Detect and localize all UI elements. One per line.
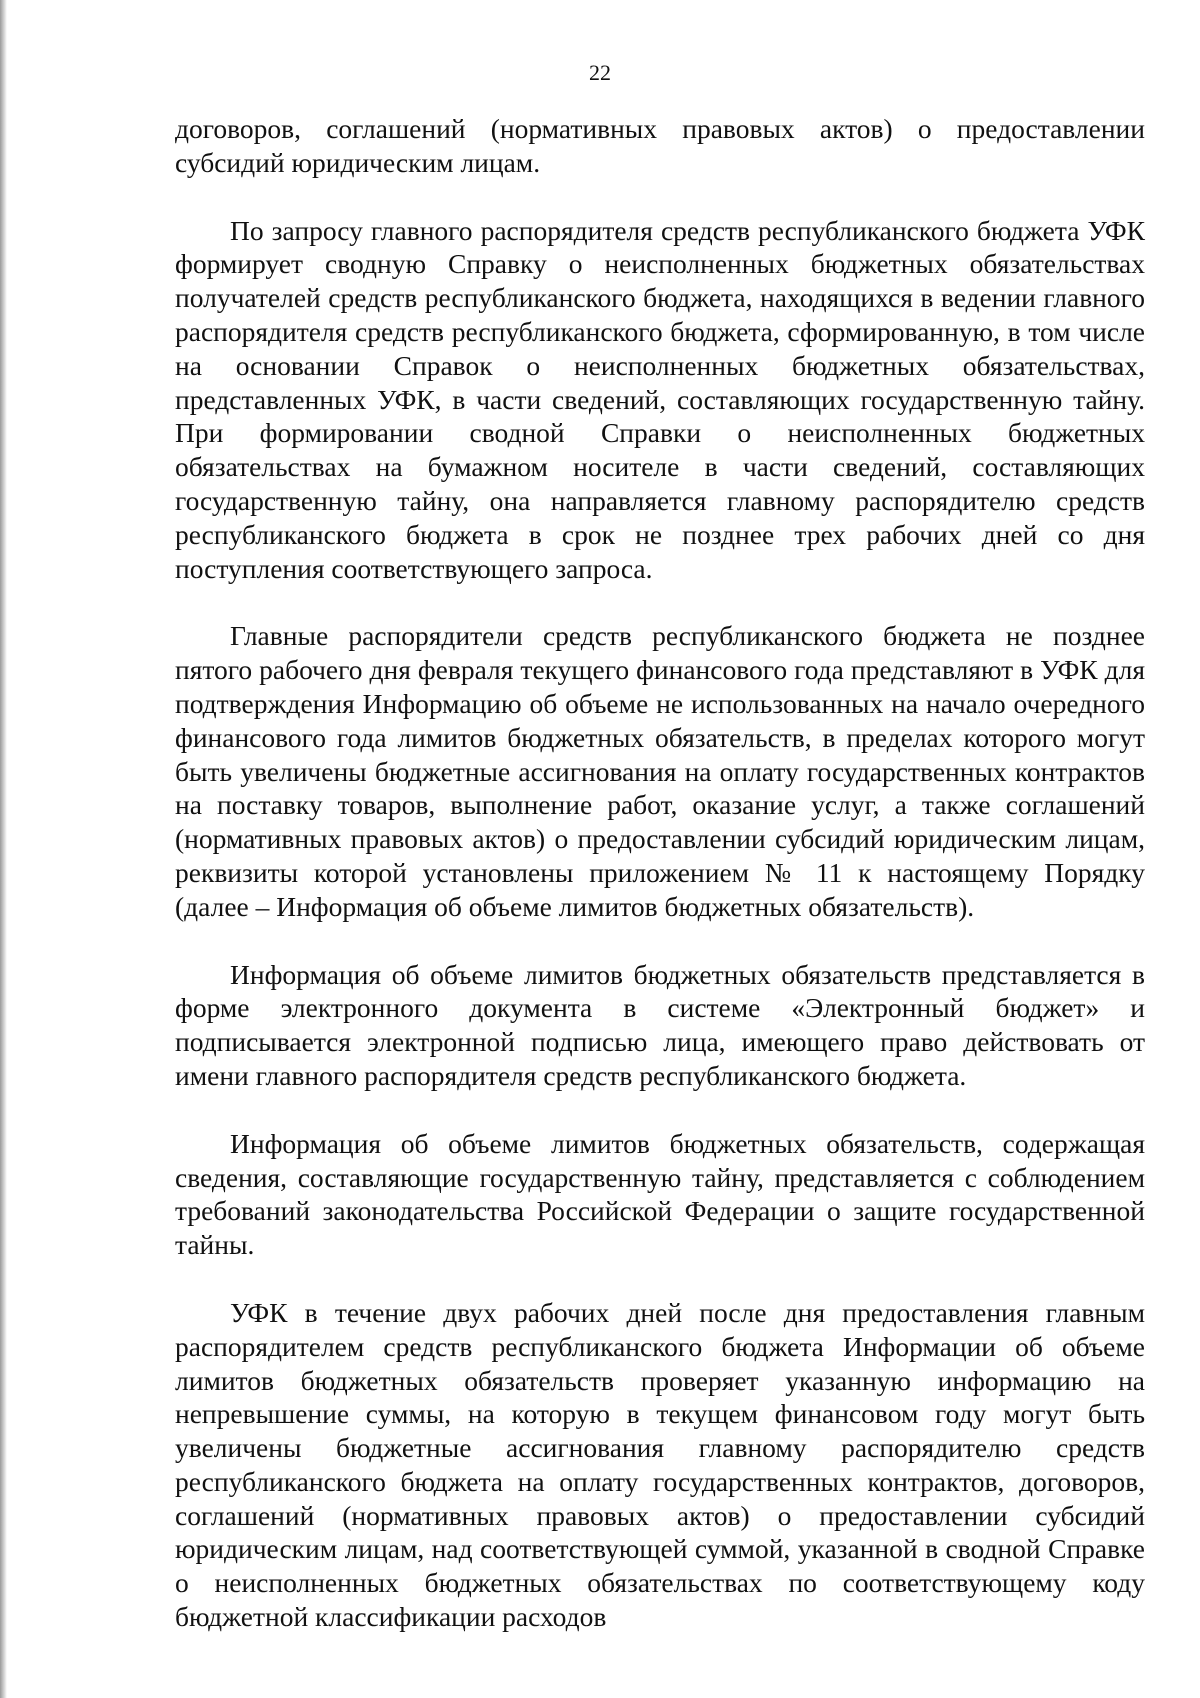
paragraph-electronic-document: Информация об объеме лимитов бюджетных обязательств представляется в форме электронного документа в системе «Электронный бюджет» и подписывается электронной подписью лица, имеющего право действовать от имени главного распорядителя средств республиканского бюджета. [175,958,1145,1091]
page-number: 22 [589,60,611,85]
paragraph-limits-information: Главные распорядители средств республиканского бюджета не позднее пятого рабочего дня февраля текущего финансового года представляют в УФК для подтверждения Информацию об объеме не использованных на начало очередного финансового года лимитов бюджетных обязательств, в пределах которого могут быть увеличены бюджетные ассигнования на оплату государственных контрактов на поставку товаров, выполнение работ, оказание услуг, а также соглашений (нормативных правовых актов) о предоставлении субсидий юридическим лицам, реквизиты которой установлены приложением № 11 к настоящему Порядку (далее – Информация об объеме лимитов бюджетных обязательств). [175,620,1145,922]
paragraph-ufk-verification: УФК в течение двух рабочих дней после дня предоставления главным распорядителем средств республиканского бюджета Информации об объеме лимитов бюджетных обязательств проверяет указанную информацию на непревышение суммы, на которую в текущем финансовом году могут быть увеличены бюджетные ассигнования главному распорядителю средств республиканского бюджета на оплату государственных контрактов, договоров, соглашений (нормативных правовых актов) о предоставлении субсидий юридическим лицам, над соответствующей суммой, указанной в сводной Справке о неисполненных бюджетных обязательствах по соответствующему коду бюджетной классификации расходов [175,1296,1145,1633]
document-body [175,112,1145,1634]
paragraph-continuation: договоров, соглашений (нормативных правовых актов) о предоставлении субсидий юридическим лицам. [175,113,1145,178]
paragraph-state-secret: Информация об объеме лимитов бюджетных обязательств, содержащая сведения, составляющие государственную тайну, представляется с соблюдением требований законодательства Российской Федерации о защите государственной тайны. [175,1127,1145,1261]
scan-edge-shadow [0,0,7,1698]
paragraph-summary-certificate: По запросу главного распорядителя средств республиканского бюджета УФК формирует сводную Справку о неисполненных бюджетных обязательствах получателей средств республиканского бюджета, находящихся в ведении главного распорядителя средств республиканского бюджета, сформированную, в том числе на основании Справок о неисполненных бюджетных обязательствах, представленных УФК, в части сведений, составляющих государственную тайну. При формировании сводной Справки о неисполненных бюджетных обязательствах на бумажном носителе в части сведений, составляющих государственную тайну, она направляется главному распорядителю средств республиканского бюджета в срок не позднее трех рабочих дней со дня поступления соответствующего запроса. [175,214,1145,584]
